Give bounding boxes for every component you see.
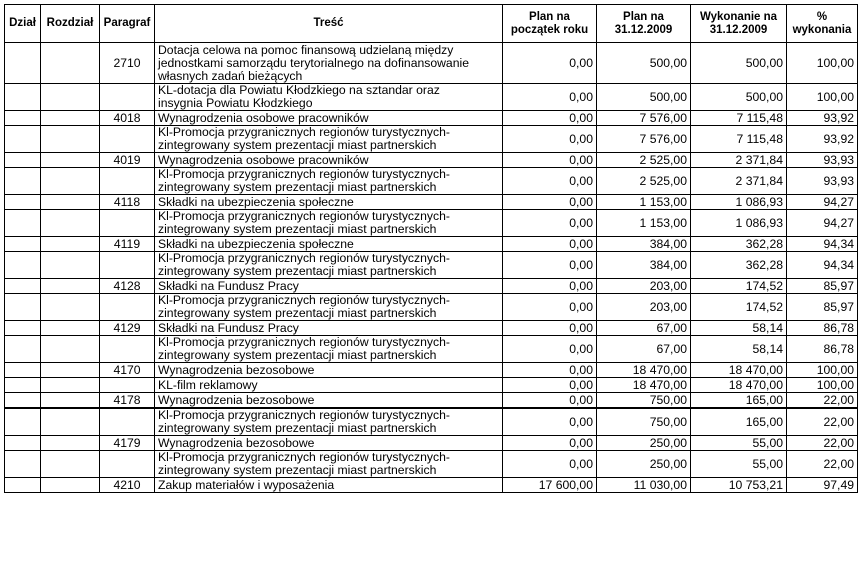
procent-cell: 22,00 (787, 451, 858, 478)
plan-start-cell: 0,00 (503, 252, 597, 279)
table-row (5, 168, 858, 195)
wykonanie-cell: 2 371,84 (691, 153, 787, 168)
paragraf-cell: 4129 (100, 321, 155, 336)
plan-start-cell: 17 600,00 (503, 478, 597, 493)
procent-cell: 93,92 (787, 126, 858, 153)
table-row (5, 237, 858, 252)
paragraf-cell (100, 378, 155, 393)
dzial-cell (5, 378, 41, 393)
dzial-cell (5, 478, 41, 493)
wykonanie-cell: 7 115,48 (691, 111, 787, 126)
tresc-cell (155, 237, 503, 252)
tresc-line: KL-film reklamowy (158, 377, 258, 392)
wykonanie-cell: 174,52 (691, 294, 787, 321)
wykonanie-cell: 1 086,93 (691, 195, 787, 210)
plan-end-cell: 750,00 (597, 408, 691, 436)
tresc-cell (155, 336, 503, 363)
plan-end-cell: 18 470,00 (597, 363, 691, 378)
tresc-line: Wynagrodzenia osobowe pracowników (158, 110, 369, 125)
rozdzial-cell (41, 195, 100, 210)
procent-cell: 97,49 (787, 478, 858, 493)
plan-start-cell: 0,00 (503, 111, 597, 126)
wykonanie-cell: 55,00 (691, 436, 787, 451)
dzial-cell (5, 43, 41, 84)
paragraf-cell: 4128 (100, 279, 155, 294)
procent-cell: 86,78 (787, 321, 858, 336)
tresc-line: zintegrowany system prezentacji miast partnerskich (158, 306, 437, 320)
dzial-cell (5, 237, 41, 252)
procent-cell: 22,00 (787, 408, 858, 436)
plan-end-cell: 500,00 (597, 84, 691, 111)
table-row (5, 153, 858, 168)
tresc-line: zintegrowany system prezentacji miast partnerskich (158, 421, 437, 435)
tresc-line: Składki na ubezpieczenia społeczne (158, 236, 354, 251)
plan-start-cell: 0,00 (503, 408, 597, 436)
rozdzial-cell (41, 321, 100, 336)
plan-end-cell: 384,00 (597, 252, 691, 279)
dzial-cell (5, 336, 41, 363)
plan-end-cell: 18 470,00 (597, 378, 691, 393)
plan-start-cell: 0,00 (503, 363, 597, 378)
table-row (5, 478, 858, 493)
paragraf-cell (100, 84, 155, 111)
tresc-line: Wynagrodzenia osobowe pracowników (158, 152, 369, 167)
procent-cell: 22,00 (787, 436, 858, 451)
wykonanie-cell: 2 371,84 (691, 168, 787, 195)
paragraf-cell (100, 168, 155, 195)
tresc-cell (155, 43, 503, 84)
table-row (5, 393, 858, 409)
tresc-cell (155, 408, 503, 436)
col-plan-end: Plan na 31.12.2009 (597, 5, 691, 43)
table-row (5, 363, 858, 378)
dzial-cell (5, 252, 41, 279)
tresc-line: zintegrowany system prezentacji miast partnerskich (158, 180, 437, 194)
rozdzial-cell (41, 451, 100, 478)
plan-end-cell: 67,00 (597, 321, 691, 336)
plan-end-cell: 67,00 (597, 336, 691, 363)
plan-start-cell: 0,00 (503, 294, 597, 321)
paragraf-cell (100, 294, 155, 321)
tresc-line: zintegrowany system prezentacji miast partnerskich (158, 138, 437, 152)
plan-end-cell: 250,00 (597, 436, 691, 451)
rozdzial-cell (41, 478, 100, 493)
budget-table (4, 4, 858, 493)
procent-cell: 94,34 (787, 252, 858, 279)
rozdzial-cell (41, 279, 100, 294)
table-row (5, 436, 858, 451)
wykonanie-cell: 58,14 (691, 336, 787, 363)
paragraf-cell (100, 451, 155, 478)
plan-end-cell: 203,00 (597, 279, 691, 294)
paragraf-cell: 4119 (100, 237, 155, 252)
tresc-line: jednostkami samorządu terytorialnego na dofinansowanie (158, 55, 469, 70)
tresc-line: zintegrowany system prezentacji miast partnerskich (158, 264, 437, 278)
procent-cell: 100,00 (787, 84, 858, 111)
plan-start-cell: 0,00 (503, 436, 597, 451)
dzial-cell (5, 436, 41, 451)
tresc-line: Kl-Promocja przygranicznych regionów turystycznych- (158, 335, 450, 349)
dzial-cell (5, 451, 41, 478)
plan-end-cell: 2 525,00 (597, 153, 691, 168)
dzial-cell (5, 84, 41, 111)
dzial-cell (5, 294, 41, 321)
col-tresc: Treść (155, 5, 503, 43)
wykonanie-cell: 18 470,00 (691, 378, 787, 393)
table-row (5, 84, 858, 111)
rozdzial-cell (41, 168, 100, 195)
rozdzial-cell (41, 153, 100, 168)
procent-cell: 100,00 (787, 43, 858, 84)
procent-cell: 85,97 (787, 294, 858, 321)
dzial-cell (5, 126, 41, 153)
col-procent: % wykonania (787, 5, 858, 43)
tresc-cell (155, 168, 503, 195)
dzial-cell (5, 408, 41, 436)
procent-cell: 100,00 (787, 378, 858, 393)
table-row (5, 126, 858, 153)
paragraf-cell: 4019 (100, 153, 155, 168)
wykonanie-cell: 7 115,48 (691, 126, 787, 153)
paragraf-cell: 2710 (100, 43, 155, 84)
paragraf-cell (100, 210, 155, 237)
plan-end-cell: 7 576,00 (597, 126, 691, 153)
tresc-line: własnych zadań bieżących (158, 68, 303, 83)
col-rozdzial: Rozdział (41, 5, 100, 43)
plan-start-cell: 0,00 (503, 378, 597, 393)
tresc-line: Kl-Promocja przygranicznych regionów turystycznych- (158, 251, 450, 265)
paragraf-cell: 4018 (100, 111, 155, 126)
plan-end-cell: 500,00 (597, 43, 691, 84)
paragraf-cell: 4179 (100, 436, 155, 451)
tresc-cell (155, 294, 503, 321)
rozdzial-cell (41, 84, 100, 111)
wykonanie-cell: 174,52 (691, 279, 787, 294)
wykonanie-cell: 1 086,93 (691, 210, 787, 237)
plan-end-cell: 7 576,00 (597, 111, 691, 126)
dzial-cell (5, 363, 41, 378)
dzial-cell (5, 393, 41, 409)
plan-end-cell: 1 153,00 (597, 210, 691, 237)
tresc-cell (155, 321, 503, 336)
rozdzial-cell (41, 436, 100, 451)
tresc-line: zintegrowany system prezentacji miast partnerskich (158, 222, 437, 236)
table-row (5, 378, 858, 393)
tresc-cell (155, 153, 503, 168)
dzial-cell (5, 279, 41, 294)
table-row (5, 321, 858, 336)
table-row (5, 195, 858, 210)
table-row (5, 252, 858, 279)
tresc-line: Dotacja celowa na pomoc finansową udzielaną między (158, 42, 454, 57)
tresc-line: Kl-Promocja przygranicznych regionów turystycznych- (158, 167, 450, 181)
tresc-line: Kl-Promocja przygranicznych regionów turystycznych- (158, 450, 450, 464)
wykonanie-cell: 362,28 (691, 237, 787, 252)
tresc-line: Kl-Promocja przygranicznych regionów turystycznych- (158, 125, 450, 139)
procent-cell: 94,34 (787, 237, 858, 252)
wykonanie-cell: 10 753,21 (691, 478, 787, 493)
paragraf-cell (100, 408, 155, 436)
tresc-line: Zakup materiałów i wyposażenia (158, 477, 335, 492)
rozdzial-cell (41, 111, 100, 126)
procent-cell: 85,97 (787, 279, 858, 294)
plan-end-cell: 2 525,00 (597, 168, 691, 195)
wykonanie-cell: 500,00 (691, 84, 787, 111)
procent-cell: 93,92 (787, 111, 858, 126)
procent-cell: 93,93 (787, 168, 858, 195)
procent-cell: 93,93 (787, 153, 858, 168)
dzial-cell (5, 321, 41, 336)
procent-cell: 94,27 (787, 195, 858, 210)
tresc-cell (155, 378, 503, 393)
wykonanie-cell: 165,00 (691, 408, 787, 436)
rozdzial-cell (41, 126, 100, 153)
col-dzial: Dział (5, 5, 41, 43)
tresc-cell (155, 436, 503, 451)
plan-end-cell: 1 153,00 (597, 195, 691, 210)
tresc-line: Wynagrodzenia bezosobowe (158, 435, 315, 450)
tresc-cell (155, 393, 503, 409)
dzial-cell (5, 153, 41, 168)
plan-start-cell: 0,00 (503, 393, 597, 409)
tresc-cell (155, 252, 503, 279)
rozdzial-cell (41, 43, 100, 84)
tresc-cell (155, 84, 503, 111)
plan-end-cell: 384,00 (597, 237, 691, 252)
dzial-cell (5, 210, 41, 237)
tresc-line: KL-dotacja dla Powiatu Kłodzkiego na sztandar oraz (158, 83, 440, 97)
procent-cell: 100,00 (787, 363, 858, 378)
tresc-line: zintegrowany system prezentacji miast partnerskich (158, 463, 437, 477)
tresc-line: zintegrowany system prezentacji miast partnerskich (158, 348, 437, 362)
plan-end-cell: 750,00 (597, 393, 691, 409)
wykonanie-cell: 58,14 (691, 321, 787, 336)
rozdzial-cell (41, 294, 100, 321)
table-row (5, 336, 858, 363)
plan-start-cell: 0,00 (503, 168, 597, 195)
table-body (5, 43, 858, 493)
plan-start-cell: 0,00 (503, 279, 597, 294)
table-row (5, 294, 858, 321)
table-row (5, 210, 858, 237)
tresc-line: Składki na Fundusz Pracy (158, 278, 299, 293)
rozdzial-cell (41, 378, 100, 393)
plan-start-cell: 0,00 (503, 321, 597, 336)
tresc-line: insygnia Powiatu Kłodzkiego (158, 96, 313, 110)
tresc-cell (155, 363, 503, 378)
tresc-cell (155, 111, 503, 126)
plan-start-cell: 0,00 (503, 153, 597, 168)
tresc-cell (155, 126, 503, 153)
table-row (5, 451, 858, 478)
tresc-cell (155, 279, 503, 294)
rozdzial-cell (41, 408, 100, 436)
paragraf-cell: 4170 (100, 363, 155, 378)
tresc-cell (155, 451, 503, 478)
tresc-line: Kl-Promocja przygranicznych regionów turystycznych- (158, 209, 450, 223)
rozdzial-cell (41, 336, 100, 363)
col-paragraf: Paragraf (100, 5, 155, 43)
rozdzial-cell (41, 393, 100, 409)
col-plan-start: Plan na początek roku (503, 5, 597, 43)
plan-start-cell: 0,00 (503, 336, 597, 363)
table-row (5, 279, 858, 294)
rozdzial-cell (41, 363, 100, 378)
paragraf-cell (100, 252, 155, 279)
tresc-line: Kl-Promocja przygranicznych regionów turystycznych- (158, 408, 450, 422)
plan-start-cell: 0,00 (503, 210, 597, 237)
wykonanie-cell: 500,00 (691, 43, 787, 84)
tresc-cell (155, 195, 503, 210)
rozdzial-cell (41, 210, 100, 237)
tresc-line: Składki na Fundusz Pracy (158, 320, 299, 335)
plan-end-cell: 250,00 (597, 451, 691, 478)
wykonanie-cell: 18 470,00 (691, 363, 787, 378)
procent-cell: 94,27 (787, 210, 858, 237)
dzial-cell (5, 111, 41, 126)
paragraf-cell: 4118 (100, 195, 155, 210)
plan-start-cell: 0,00 (503, 451, 597, 478)
paragraf-cell: 4210 (100, 478, 155, 493)
tresc-line: Wynagrodzenia bezosobowe (158, 392, 315, 407)
plan-start-cell: 0,00 (503, 237, 597, 252)
paragraf-cell: 4178 (100, 393, 155, 409)
procent-cell: 22,00 (787, 393, 858, 409)
tresc-line: Składki na ubezpieczenia społeczne (158, 194, 354, 209)
wykonanie-cell: 165,00 (691, 393, 787, 409)
tresc-cell (155, 210, 503, 237)
wykonanie-cell: 362,28 (691, 252, 787, 279)
plan-start-cell: 0,00 (503, 195, 597, 210)
wykonanie-cell: 55,00 (691, 451, 787, 478)
paragraf-cell (100, 336, 155, 363)
paragraf-cell (100, 126, 155, 153)
tresc-cell (155, 478, 503, 493)
tresc-line: Wynagrodzenia bezosobowe (158, 362, 315, 377)
plan-end-cell: 11 030,00 (597, 478, 691, 493)
table-row (5, 43, 858, 84)
plan-end-cell: 203,00 (597, 294, 691, 321)
col-wykonanie: Wykonanie na 31.12.2009 (691, 5, 787, 43)
tresc-line: Kl-Promocja przygranicznych regionów turystycznych- (158, 293, 450, 307)
plan-start-cell: 0,00 (503, 43, 597, 84)
rozdzial-cell (41, 237, 100, 252)
header-row (5, 5, 858, 43)
table-row (5, 111, 858, 126)
plan-start-cell: 0,00 (503, 84, 597, 111)
dzial-cell (5, 195, 41, 210)
table-row (5, 408, 858, 436)
plan-start-cell: 0,00 (503, 126, 597, 153)
dzial-cell (5, 168, 41, 195)
procent-cell: 86,78 (787, 336, 858, 363)
rozdzial-cell (41, 252, 100, 279)
